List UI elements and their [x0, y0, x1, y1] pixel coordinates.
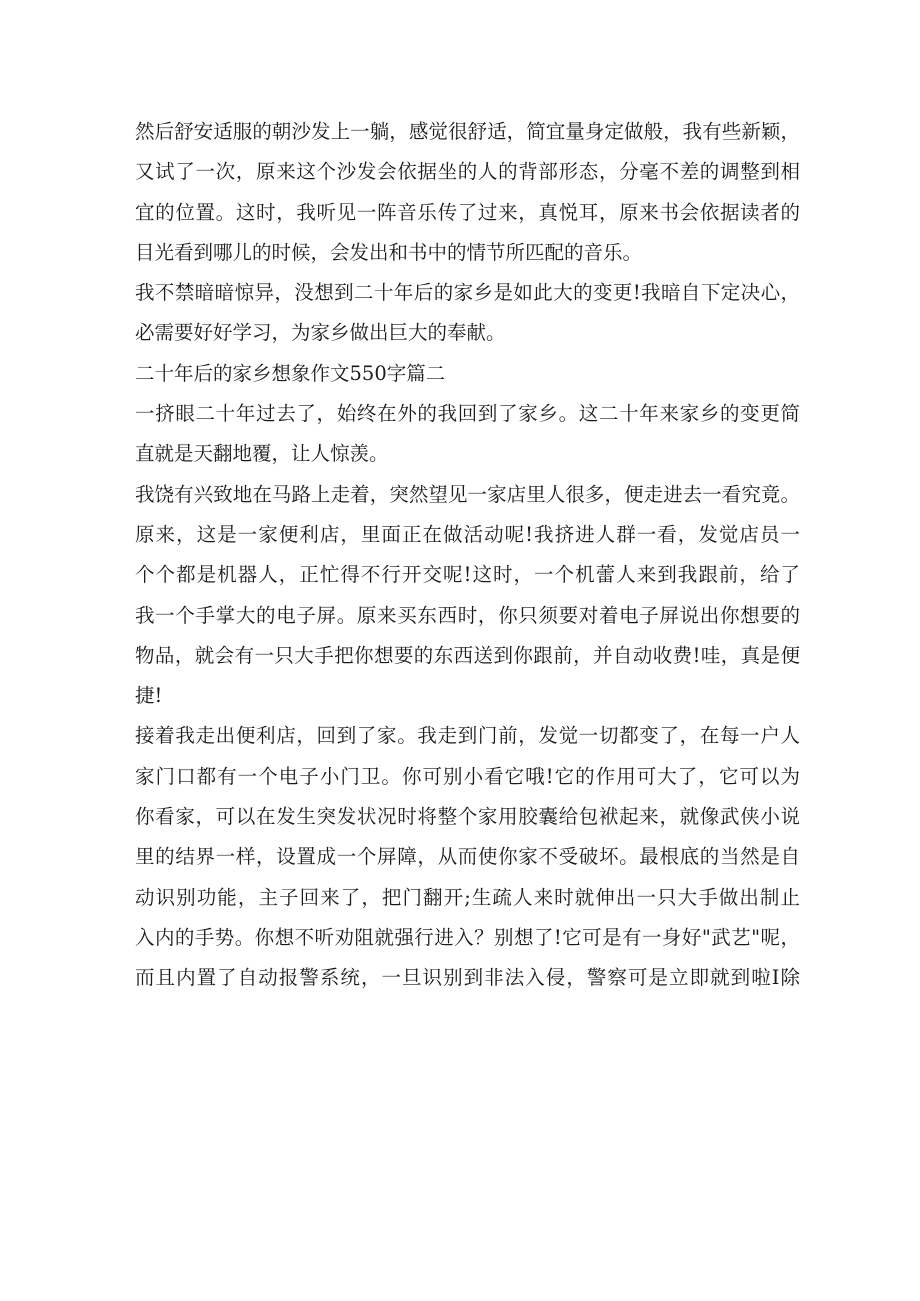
paragraph-door-guard — [135, 716, 800, 998]
text-line: 目光看到哪儿的时候，会发出和书中的情节所匹配的音乐。 — [135, 240, 643, 264]
text-line: 然后舒安适服的朝沙发上一躺，感觉很舒适，简宜量身定做般，我有些新颖， — [135, 120, 800, 143]
text-line: 必需要好好学习，为家乡做出巨大的奉献。 — [135, 321, 506, 345]
text-line: 宜的位置。这时，我听见一阵音乐传了过来，真悦耳，原来书会依据读者的 — [135, 200, 800, 224]
paragraph-return-home — [135, 394, 800, 475]
text-line: 物品，就会有一只大手把你想要的东西送到你跟前，并自动收费!哇，真是便 — [135, 643, 800, 667]
text-line: 一挤眼二十年过去了，始终在外的我回到了家乡。这二十年来家乡的变更简 — [135, 402, 800, 426]
section-heading — [135, 354, 800, 394]
text-line: 家门口都有一个电子小门卫。你可别小看它哦!它的作用可大了，它可以为 — [135, 764, 800, 788]
heading-text: 二十年后的家乡想象作文550字篇二 — [135, 361, 446, 385]
text-line: 又试了一次，原来这个沙发会依据坐的人的背部形态，分毫不差的调整到相 — [135, 160, 800, 184]
text-line: 接着我走出便利店，回到了家。我走到门前，发觉一切都变了，在每一户人 — [135, 724, 800, 748]
paragraph-resolve — [135, 273, 800, 354]
text-line: 我饶有兴致地在马路上走着，突然望见一家店里人很多，便走进去一看究竟。 — [135, 482, 800, 506]
text-line: 原来，这是一家便利店，里面正在做活动呢!我挤进人群一看，发觉店员一 — [135, 522, 800, 546]
text-line: 你看家，可以在发生突发状况时将整个家用胶囊给包袱起来，就像武侠小说 — [135, 805, 800, 829]
paragraph-convenience-store — [135, 475, 800, 717]
text-line: 入内的手势。你想不听劝阻就强行进入？别想了!它可是有一身好"武艺"呢， — [135, 925, 800, 949]
text-line: 我一个手掌大的电子屏。原来买东西时，你只须要对着电子屏说出你想要的 — [135, 603, 800, 627]
text-line: 捷! — [135, 684, 163, 708]
text-line: 个个都是机器人，正忙得不行开交呢!这时，一个机蕾人来到我跟前，给了 — [135, 563, 800, 587]
text-line: 而且内置了自动报警系统，一旦识别到非法入侵，警察可是立即就到啦I除 — [135, 966, 800, 990]
text-line: 直就是天翻地覆，让人惊羡。 — [135, 442, 389, 466]
text-line: 里的结界一样，设置成一个屏障，从而使你家不受破坏。最根底的当然是自 — [135, 845, 800, 869]
document-body — [135, 112, 800, 999]
paragraph-sofa — [135, 112, 800, 273]
text-line: 我不禁暗暗惊异，没想到二十年后的家乡是如此大的变更!我暗自下定决心， — [135, 281, 800, 305]
text-line: 动识别功能，主子回来了，把门翻开;生疏人来时就伸出一只大手做出制止 — [135, 885, 800, 909]
